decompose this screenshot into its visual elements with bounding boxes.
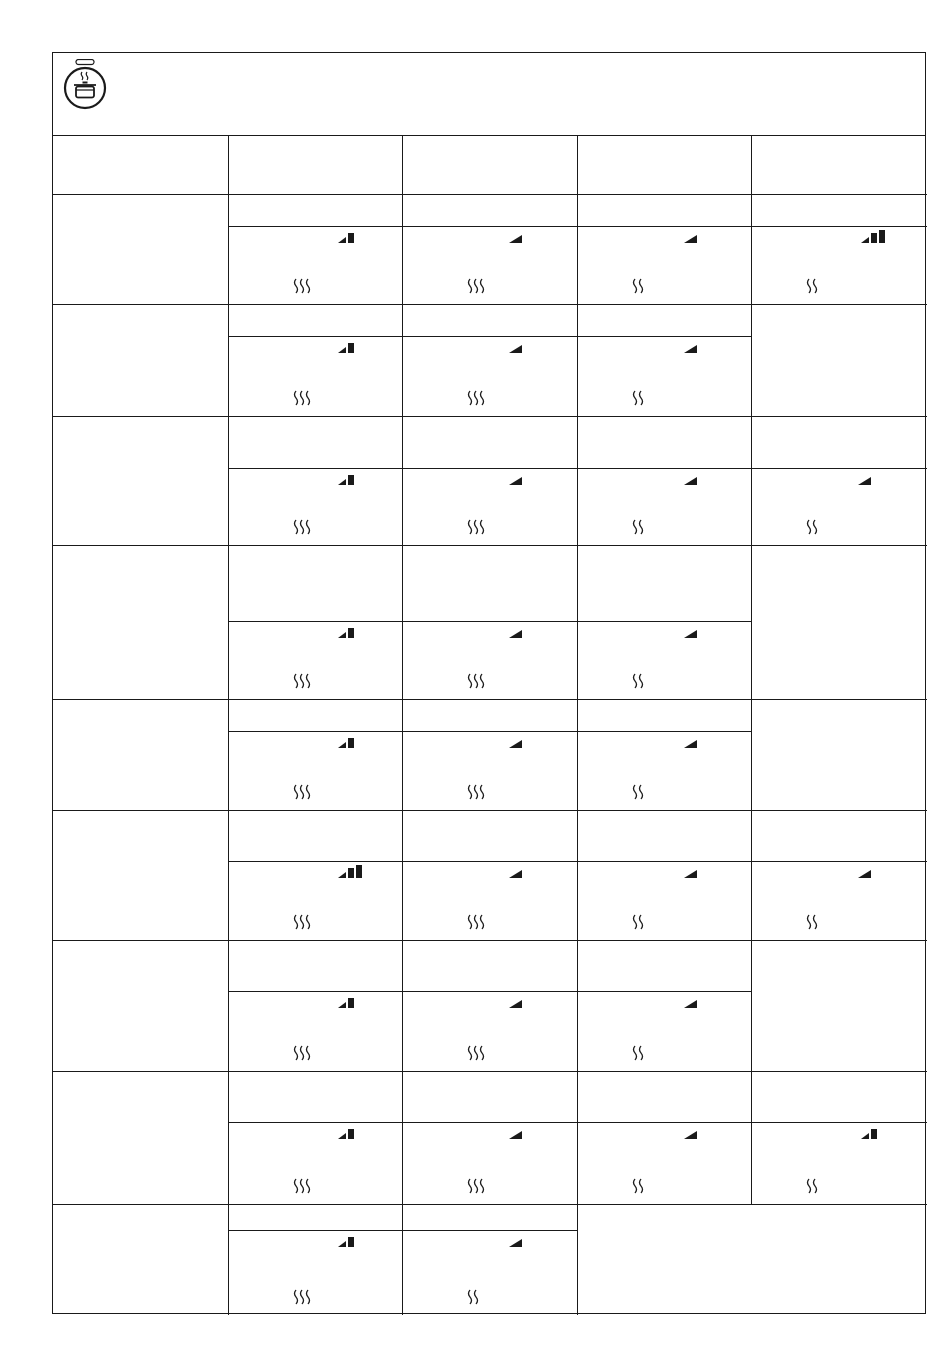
power-level-icon bbox=[338, 340, 364, 354]
power-level-icon bbox=[509, 1234, 535, 1248]
cell-divider bbox=[228, 226, 927, 227]
column-divider bbox=[577, 545, 578, 699]
power-level-icon bbox=[861, 230, 887, 244]
indicator-light-icon bbox=[76, 60, 94, 65]
heat-waves-icon bbox=[631, 278, 645, 294]
row-divider bbox=[53, 304, 927, 305]
column-divider bbox=[228, 194, 229, 304]
heat-waves-icon bbox=[631, 390, 645, 406]
row-divider bbox=[53, 545, 927, 546]
heat-waves-icon bbox=[292, 673, 312, 689]
heat-waves-icon bbox=[466, 278, 486, 294]
column-divider bbox=[402, 699, 403, 810]
cell-divider bbox=[228, 731, 751, 732]
column-divider bbox=[402, 304, 403, 416]
power-level-icon bbox=[509, 1126, 535, 1140]
cell-divider bbox=[228, 991, 751, 992]
column-divider bbox=[751, 699, 752, 810]
power-level-icon bbox=[684, 472, 710, 486]
power-level-icon bbox=[338, 1234, 364, 1248]
heat-waves-icon bbox=[292, 1289, 312, 1305]
heat-waves-icon bbox=[466, 519, 486, 535]
power-level-icon bbox=[509, 995, 535, 1009]
power-level-icon bbox=[509, 472, 535, 486]
row-divider bbox=[53, 1071, 927, 1072]
column-divider bbox=[228, 304, 229, 416]
cooking-pot-icon bbox=[62, 59, 110, 111]
row-divider bbox=[53, 416, 927, 417]
power-level-icon bbox=[338, 735, 364, 749]
cell-divider bbox=[228, 336, 751, 337]
column-divider bbox=[577, 304, 578, 416]
power-level-icon bbox=[509, 625, 535, 639]
column-divider bbox=[577, 699, 578, 810]
column-divider bbox=[577, 1071, 578, 1204]
column-divider bbox=[402, 194, 403, 304]
power-level-icon bbox=[338, 230, 364, 244]
cell-divider bbox=[228, 1230, 577, 1231]
column-divider bbox=[228, 810, 229, 940]
power-level-icon bbox=[684, 735, 710, 749]
power-level-icon bbox=[684, 995, 710, 1009]
heat-waves-icon bbox=[631, 784, 645, 800]
power-level-icon bbox=[338, 625, 364, 639]
column-divider bbox=[751, 810, 752, 940]
heat-waves-icon bbox=[805, 914, 819, 930]
column-divider bbox=[228, 1204, 229, 1315]
power-level-icon bbox=[861, 1126, 887, 1140]
power-level-icon bbox=[858, 865, 884, 879]
power-level-icon bbox=[338, 472, 364, 486]
heat-waves-icon bbox=[466, 1178, 486, 1194]
column-divider bbox=[751, 194, 752, 304]
cell-divider bbox=[228, 468, 927, 469]
power-level-icon bbox=[509, 865, 535, 879]
power-level-icon bbox=[338, 865, 364, 879]
heat-waves-icon bbox=[292, 390, 312, 406]
column-divider bbox=[402, 940, 403, 1071]
column-divider bbox=[577, 810, 578, 940]
heat-waves-icon bbox=[466, 1289, 480, 1305]
heat-waves-icon bbox=[805, 1178, 819, 1194]
heat-waves-icon bbox=[292, 1178, 312, 1194]
column-divider bbox=[402, 135, 403, 194]
column-divider bbox=[228, 699, 229, 810]
row-divider bbox=[53, 1204, 927, 1205]
cell-divider bbox=[228, 1122, 927, 1123]
column-divider bbox=[228, 135, 229, 194]
heat-waves-icon bbox=[466, 914, 486, 930]
column-divider bbox=[228, 940, 229, 1071]
column-divider bbox=[577, 940, 578, 1071]
heat-waves-icon bbox=[466, 1045, 486, 1061]
heat-waves-icon bbox=[292, 1045, 312, 1061]
column-divider bbox=[751, 940, 752, 1071]
power-level-icon bbox=[338, 1126, 364, 1140]
power-level-icon bbox=[684, 230, 710, 244]
program-header bbox=[53, 53, 925, 136]
heat-waves-icon bbox=[292, 519, 312, 535]
column-divider bbox=[402, 416, 403, 545]
power-level-icon bbox=[509, 735, 535, 749]
row-divider bbox=[53, 940, 927, 941]
heat-waves-icon bbox=[805, 519, 819, 535]
column-divider bbox=[402, 545, 403, 699]
power-level-icon bbox=[684, 340, 710, 354]
power-level-icon bbox=[684, 865, 710, 879]
column-divider bbox=[577, 1204, 578, 1315]
power-level-icon bbox=[509, 230, 535, 244]
heat-waves-icon bbox=[466, 673, 486, 689]
column-divider bbox=[228, 1071, 229, 1204]
column-divider bbox=[228, 416, 229, 545]
power-level-icon bbox=[684, 1126, 710, 1140]
heat-waves-icon bbox=[466, 784, 486, 800]
row-divider bbox=[53, 194, 927, 195]
row-divider bbox=[53, 699, 927, 700]
power-level-icon bbox=[858, 472, 884, 486]
column-divider bbox=[751, 416, 752, 545]
column-divider bbox=[402, 1071, 403, 1204]
column-divider bbox=[577, 416, 578, 545]
heat-waves-icon bbox=[631, 1178, 645, 1194]
column-divider bbox=[402, 810, 403, 940]
heat-waves-icon bbox=[631, 519, 645, 535]
column-divider bbox=[751, 1071, 752, 1204]
settings-table bbox=[52, 52, 926, 1314]
column-divider bbox=[751, 304, 752, 416]
heat-waves-icon bbox=[292, 914, 312, 930]
column-divider bbox=[751, 545, 752, 699]
heat-waves-icon bbox=[292, 784, 312, 800]
heat-waves-icon bbox=[805, 278, 819, 294]
column-divider bbox=[228, 545, 229, 699]
heat-waves-icon bbox=[466, 390, 486, 406]
heat-waves-icon bbox=[292, 278, 312, 294]
power-level-icon bbox=[684, 625, 710, 639]
column-divider bbox=[577, 135, 578, 194]
power-level-icon bbox=[509, 340, 535, 354]
cell-divider bbox=[228, 861, 927, 862]
heat-waves-icon bbox=[631, 673, 645, 689]
cell-divider bbox=[228, 621, 751, 622]
column-divider bbox=[402, 1204, 403, 1315]
power-level-icon bbox=[338, 995, 364, 1009]
column-divider bbox=[577, 194, 578, 304]
row-divider bbox=[53, 810, 927, 811]
column-divider bbox=[751, 135, 752, 194]
heat-waves-icon bbox=[631, 914, 645, 930]
heat-waves-icon bbox=[631, 1045, 645, 1061]
